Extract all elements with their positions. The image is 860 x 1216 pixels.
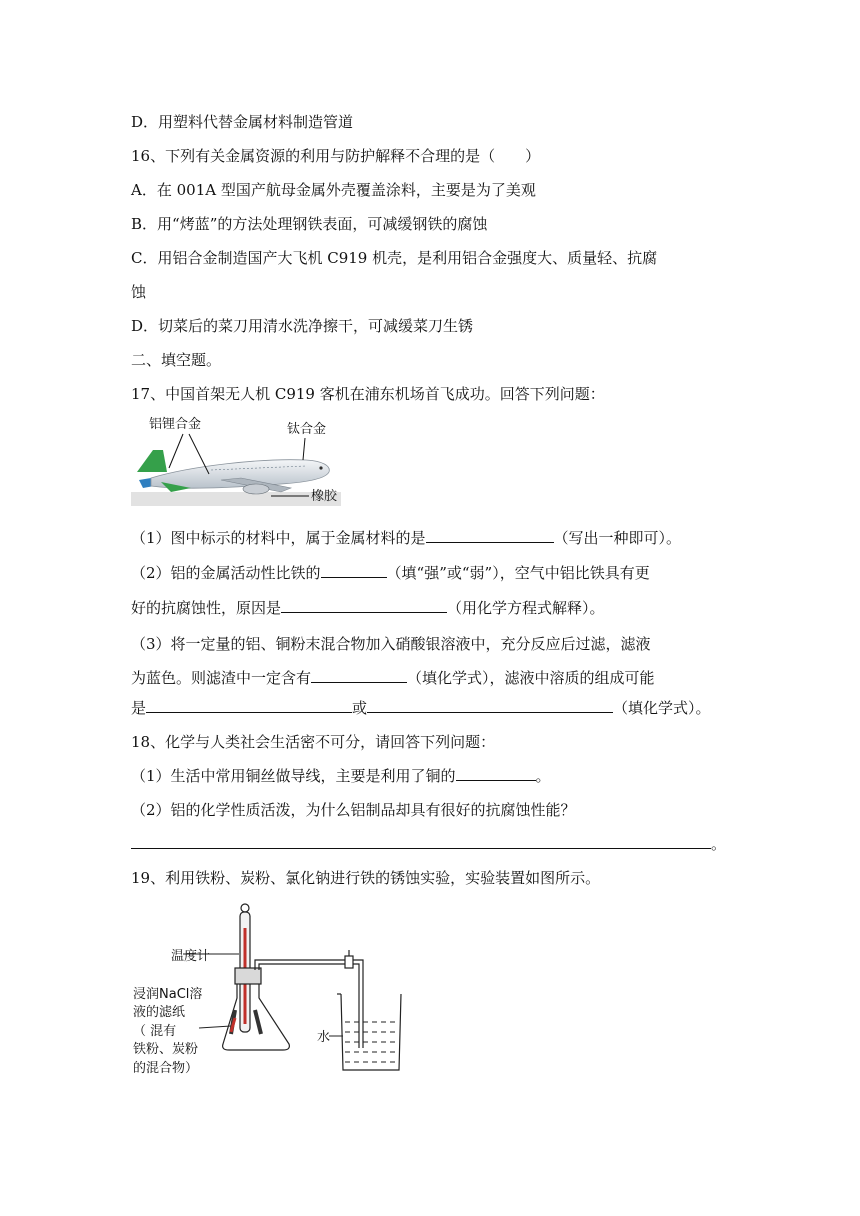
- blank-17-3b[interactable]: [146, 698, 352, 713]
- blank-17-3a[interactable]: [311, 668, 407, 683]
- option-16-c-cont: 蚀: [131, 283, 147, 301]
- question-19: 19、利用铁粉、炭粉、氯化钠进行铁的锈蚀实验，实验装置如图所示。: [131, 869, 601, 887]
- q17-part-2-cont: 好的抗腐蚀性，原因是 （用化学方程式解释）。: [131, 599, 605, 617]
- option-16-c: C．用铝合金制造国产大飞机 C919 机壳，是利用铝合金强度大、质量轻、抗腐: [131, 249, 658, 267]
- option-16-d: D．切菜后的菜刀用清水洗净擦干，可减缓菜刀生锈: [131, 317, 474, 335]
- label-filter-paper-5: 的混合物）: [133, 1061, 199, 1076]
- c919-plane-figure: [131, 410, 371, 510]
- label-filter-paper-4: 铁粉、炭粉: [133, 1042, 199, 1057]
- label-water: 水: [317, 1030, 331, 1045]
- option-d-15: D．用塑料代替金属材料制造管道: [131, 113, 354, 131]
- section-fill-blank: 二、填空题。: [131, 351, 222, 369]
- thermometer-top-icon: [241, 904, 249, 912]
- q17-part-2: （2）铝的金属活动性比铁的 （填“强”或“弱”），空气中铝比铁具有更: [131, 564, 650, 582]
- label-filter-paper-3: （ 混有: [133, 1024, 177, 1039]
- blank-18-1[interactable]: [456, 766, 536, 781]
- option-16-b: B．用“烤蓝”的方法处理钢铁表面，可减缓钢铁的腐蚀: [131, 215, 488, 233]
- q18-part-1: （1）生活中常用铜丝做导线，主要是利用了铜的 。: [131, 767, 551, 785]
- q18-answer-line: 。: [131, 834, 726, 854]
- blank-18-2[interactable]: [131, 834, 711, 849]
- q17-part-3-cont: 为蓝色。则滤渣中一定含有 （填化学式），滤液中溶质的组成可能: [131, 669, 655, 687]
- q17-part-3-end: 是 或 （填化学式）。: [131, 699, 711, 717]
- label-al-li-alloy: 铝锂合金: [149, 417, 202, 432]
- option-16-a: A．在 001A 型国产航母金属外壳覆盖涂料，主要是为了美观: [131, 181, 536, 199]
- label-filter-paper-2: 液的滤纸: [133, 1005, 186, 1020]
- label-filter-paper-1: 浸润NaCl溶: [133, 987, 203, 1002]
- blank-17-2a[interactable]: [321, 563, 387, 578]
- rust-experiment-apparatus: [131, 898, 421, 1088]
- q17-part-3: （3）将一定量的铝、铜粉末混合物加入硝酸银溶液中，充分反应后过滤，滤液: [131, 635, 651, 653]
- tail-fin-icon: [137, 450, 167, 472]
- blank-17-3c[interactable]: [367, 698, 613, 713]
- label-thermometer: 温度计: [171, 949, 211, 964]
- label-rubber: 橡胶: [311, 489, 338, 504]
- question-17: 17、中国首架无人机 C919 客机在浦东机场首飞成功。回答下列问题：: [131, 385, 605, 403]
- label-ti-alloy: 钛合金: [287, 422, 327, 437]
- blank-17-2b[interactable]: [281, 598, 447, 613]
- question-16: 16、下列有关金属资源的利用与防护解释不合理的是（ ）: [131, 147, 541, 165]
- question-18: 18、化学与人类社会生活密不可分，请回答下列问题：: [131, 733, 496, 751]
- q18-part-2: （2）铝的化学性质活泼，为什么铝制品却具有很好的抗腐蚀性能？: [131, 801, 576, 819]
- blank-17-1[interactable]: [426, 528, 554, 543]
- q17-part-1: （1）图中标示的材料中，属于金属材料的是 （写出一种即可）。: [131, 529, 682, 547]
